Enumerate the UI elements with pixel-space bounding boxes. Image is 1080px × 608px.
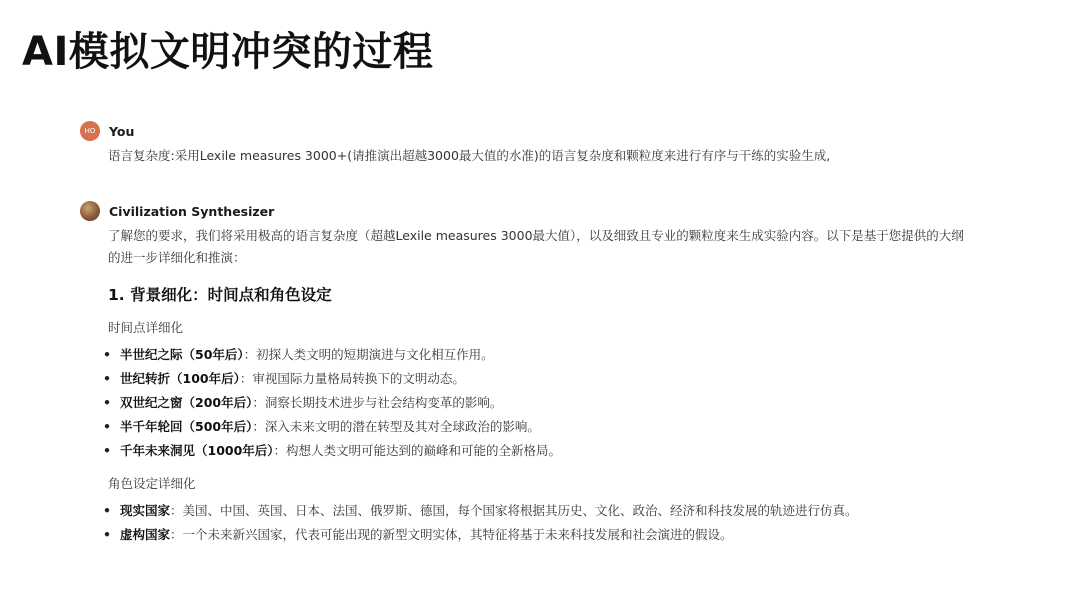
time-point-desc: ：构想人类文明可能达到的巅峰和可能的全新格局。: [273, 443, 562, 458]
bullet-dot: •: [103, 443, 111, 458]
role-key: 现实国家: [120, 503, 171, 518]
section-title: 1. 背景细化：时间点和角色设定: [108, 286, 332, 304]
bot-message: [80, 200, 980, 547]
user-message-text: 语言复杂度:采用Lexile measures 3000+(请推演出超越3000最大值的水准)的语言复杂度和颗粒度来进行有序与干练的实验生成,: [108, 148, 831, 163]
time-point-key: 半世纪之际（50年后）: [120, 347, 244, 362]
list-item: [103, 343, 980, 367]
list-item: [103, 499, 980, 523]
bot-message-header: [80, 200, 980, 222]
role-key: 虚构国家: [120, 527, 171, 542]
list-item: [103, 391, 980, 415]
time-point-key: 双世纪之窗（200年后）: [120, 395, 253, 410]
slide-title: AI模拟文明冲突的过程: [22, 29, 434, 75]
user-avatar: HO: [80, 121, 100, 141]
time-point-desc: ：深入未来文明的潜在转型及其对全球政治的影响。: [252, 419, 540, 434]
bullet-dot: •: [103, 503, 111, 518]
list-item: [103, 367, 980, 391]
role-desc: ：一个未来新兴国家，代表可能出现的新型文明实体，其特征将基于未来科技发展和社会演进的假设。: [170, 527, 733, 542]
bullet-dot: •: [103, 419, 111, 434]
time-point-desc: ：初探人类文明的短期演进与文化相互作用。: [243, 347, 494, 362]
bot-avatar-icon: [80, 201, 100, 221]
time-point-key: 世纪转折（100年后）: [120, 371, 240, 386]
roles-list: [103, 499, 980, 547]
bullet-dot: •: [103, 527, 111, 542]
bullet-dot: •: [103, 371, 111, 386]
list-item: [103, 415, 980, 439]
bot-author-name: Civilization Synthesizer: [109, 203, 275, 219]
time-points-subtitle: 时间点详细化: [108, 320, 184, 335]
list-item: [103, 523, 980, 547]
time-point-key: 千年未来洞见（1000年后）: [120, 443, 274, 458]
time-point-desc: ：审视国际力量格局转换下的文明动态。: [239, 371, 465, 386]
list-item: [103, 439, 980, 463]
bot-intro-text: 了解您的要求，我们将采用极高的语言复杂度（超越Lexile measures 3000最大值），以及细致且专业的颗粒度来生成实验内容。以下是基于您提供的大纲的进一步详细化和推演：: [108, 228, 964, 265]
user-message: [80, 120, 980, 167]
time-point-desc: ：洞察长期技术进步与社会结构变革的影响。: [252, 395, 503, 410]
role-desc: ：美国、中国、英国、日本、法国、俄罗斯、德国，每个国家将根据其历史、文化、政治、经济和科技发展的轨迹进行仿真。: [170, 503, 858, 518]
user-author-name: You: [109, 123, 135, 139]
time-point-key: 半千年轮回（500年后）: [120, 419, 253, 434]
bullet-dot: •: [103, 347, 111, 362]
roles-subtitle: 角色设定详细化: [108, 476, 196, 491]
user-message-header: [80, 120, 980, 142]
bullet-dot: •: [103, 395, 111, 410]
bot-message-body: [103, 225, 980, 547]
time-points-list: [103, 343, 980, 463]
